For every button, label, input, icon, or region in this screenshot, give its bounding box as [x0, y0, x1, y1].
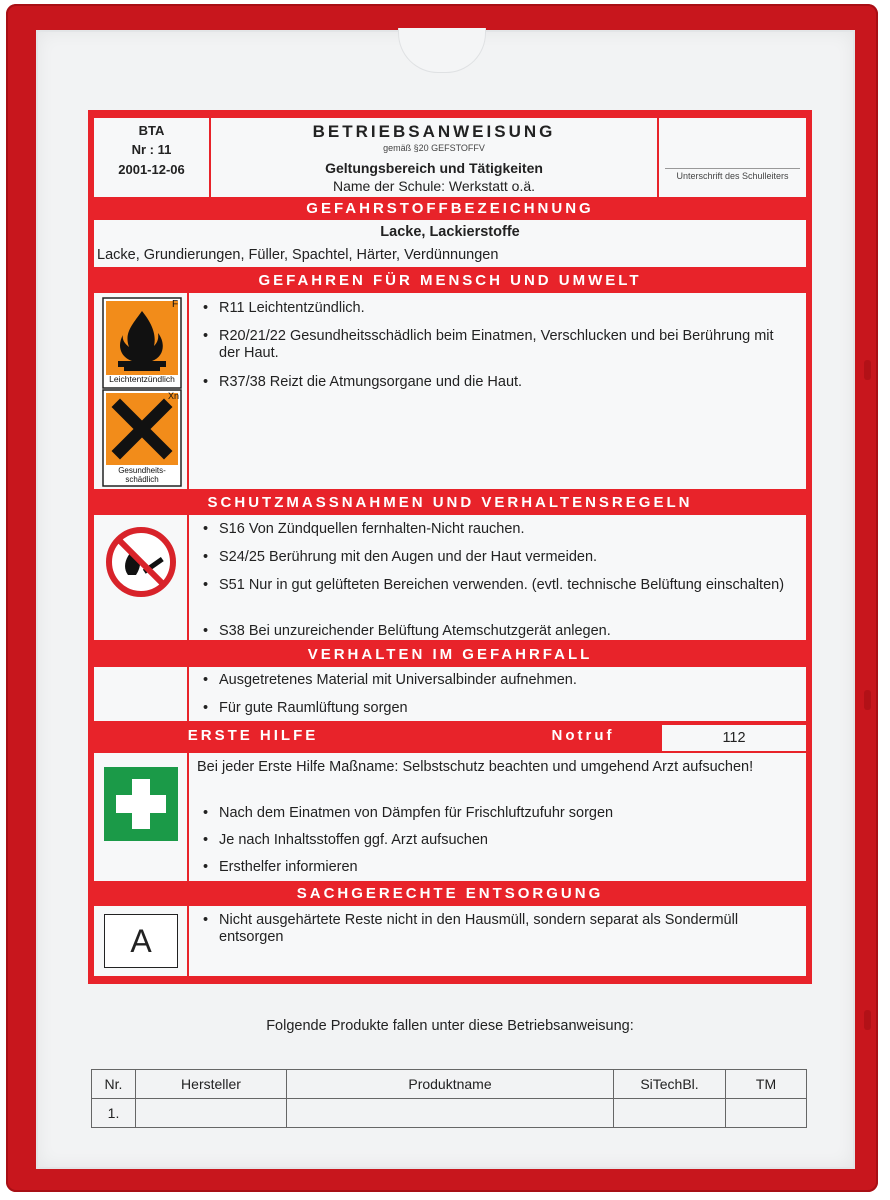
page-title: BETRIEBSANWEISUNG	[312, 122, 556, 141]
column-header: Hersteller	[136, 1070, 287, 1099]
bta-date: 2001-12-06	[118, 162, 185, 177]
substance-name: Lacke, Lackierstoffe	[380, 224, 520, 240]
table-cell	[726, 1099, 807, 1128]
table-cell	[614, 1099, 726, 1128]
signature-line	[665, 168, 800, 169]
waste-category-icon: A	[104, 914, 178, 968]
list-item: • Je nach Inhaltsstoffen ggf. Arzt aufsuchen	[203, 832, 796, 849]
table-cell	[287, 1099, 614, 1128]
frame-peg	[864, 1010, 871, 1030]
protection-text-box	[189, 515, 806, 640]
signature-box	[659, 118, 806, 197]
substance-box	[94, 220, 806, 267]
notruf-number: 112	[662, 725, 806, 751]
hazards-text-box	[189, 293, 806, 489]
protection-symbol-box	[94, 515, 187, 640]
page-subtitle: gemäß §20 GEFSTOFFV	[383, 143, 485, 153]
school-label: Name der Schule: Werkstatt o.ä.	[332, 178, 536, 194]
no-fire-icon	[104, 525, 178, 599]
list-item: • Nicht ausgehärtete Reste nicht in den Hausmüll, sondern separat als Sondermüll entsorgen	[203, 912, 796, 946]
frame-peg	[864, 360, 871, 380]
list-item: • S24/25 Berührung mit den Augen und der Haut vermeiden.	[203, 549, 796, 566]
scope-label: Geltungsbereich und Tätigkeiten	[325, 160, 543, 176]
list-item: • S51 Nur in gut gelüfteten Bereichen verwenden. (evtl. technische Belüftung einschalten)	[203, 577, 796, 594]
list-item: • Ersthelfer informieren	[203, 859, 796, 876]
hazard-label-harmful-1: Gesundheits-	[118, 466, 166, 475]
substance-list: Lacke, Grundierungen, Füller, Spachtel, Härter, Verdünnungen	[97, 247, 499, 263]
hazard-label-flammable: Leichtentzündlich	[109, 374, 175, 384]
protection-heading: SCHUTZMASSNAHMEN UND VERHALTENSREGELN	[207, 494, 693, 511]
bta-number: Nr : 11	[131, 142, 172, 157]
list-item: • S16 Von Zündquellen fernhalten-Nicht rauchen.	[203, 521, 796, 538]
header-title-box	[211, 118, 657, 197]
notruf-label: Notruf	[551, 727, 615, 744]
column-header: SiTechBl.	[614, 1070, 726, 1099]
list-item: • Ausgetretenes Material mit Universalbinder aufnehmen.	[203, 672, 796, 689]
products-intro: Folgende Produkte fallen unter diese Betriebsanweisung:	[266, 1018, 634, 1034]
table-cell	[136, 1099, 287, 1128]
list-item: • S38 Bei unzureichender Belüftung Atemschutzgerät anlegen.	[203, 623, 796, 640]
hazard-letter-f: F	[172, 299, 179, 310]
column-header: Nr.	[92, 1070, 136, 1099]
table-row	[92, 1099, 807, 1128]
list-item: • R20/21/22 Gesundheitsschädlich beim Einatmen, Verschlucken und bei Berührung mit der Haut.	[203, 328, 796, 362]
table-header-row	[92, 1070, 807, 1099]
list-item: • R37/38 Reizt die Atmungsorgane und die Haut.	[203, 374, 796, 391]
signature-label: Unterschrift des Schulleiters	[676, 171, 789, 181]
emergency-symbol-box	[94, 667, 187, 721]
operating-instruction	[88, 110, 812, 984]
frame-peg	[864, 690, 871, 710]
bta-label: BTA	[138, 123, 165, 138]
disposal-heading: SACHGERECHTE ENTSORGUNG	[296, 885, 604, 902]
firstaid-heading: ERSTE HILFE	[187, 727, 319, 744]
column-header: TM	[726, 1070, 807, 1099]
header-id-box	[94, 118, 209, 197]
table-cell: 1.	[92, 1099, 136, 1128]
firstaid-symbol-box	[94, 753, 187, 881]
firstaid-text-box	[189, 753, 806, 881]
list-item: • R11 Leichtentzündlich.	[203, 300, 796, 317]
column-header: Produktname	[287, 1070, 614, 1099]
list-item: • Nach dem Einatmen von Dämpfen für Frischluftzufuhr sorgen	[203, 805, 796, 822]
emergency-heading: VERHALTEN IM GEFAHRFALL	[307, 646, 593, 663]
disposal-text-box	[189, 906, 806, 976]
hazards-heading: GEFAHREN FÜR MENSCH UND UMWELT	[258, 272, 642, 289]
hazard-letter-xn: Xn	[168, 391, 180, 401]
hazard-symbols-box	[94, 293, 187, 489]
products-table	[91, 1069, 807, 1128]
hazard-label-harmful-2: schädlich	[125, 475, 159, 484]
first-aid-cross-icon	[104, 767, 178, 841]
disposal-symbol-box	[94, 906, 187, 976]
substance-heading: GEFAHRSTOFFBEZEICHNUNG	[306, 200, 594, 217]
firstaid-intro: Bei jeder Erste Hilfe Maßname: Selbstschutz beachten und umgehend Arzt aufsuchen!	[197, 759, 754, 775]
list-item: • Für gute Raumlüftung sorgen	[203, 700, 796, 717]
emergency-text-box	[189, 667, 806, 721]
